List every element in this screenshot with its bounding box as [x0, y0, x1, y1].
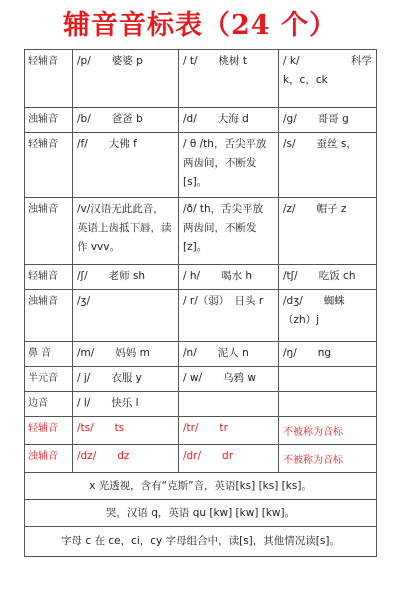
table-row: [25, 265, 377, 290]
cell: /d/ 大海 d: [179, 108, 279, 133]
cell: / w/ 乌鸦 w: [179, 367, 279, 392]
table-row: [25, 392, 377, 417]
cell: /f/ 大佛 f: [73, 133, 179, 198]
note-row: [25, 527, 377, 557]
consonant-table: [24, 49, 377, 557]
cell: /v/汉语无此此音，英语上齿抵下唇，读作 vvv。: [73, 198, 179, 265]
cell: /m/ 妈妈 m: [73, 342, 179, 367]
cell: /s/ 蚕丝 s，: [279, 133, 377, 198]
cell: /n/ 泥人 n: [179, 342, 279, 367]
table-row: [25, 198, 377, 265]
table-row: [25, 133, 377, 198]
row-label: 轻辅音: [25, 417, 73, 445]
cell: /dr/ dr: [179, 445, 279, 473]
cell: /ʒ/: [73, 290, 179, 342]
row-label: 浊辅音: [25, 198, 73, 265]
cell: / h/ 喝水 h: [179, 265, 279, 290]
cell: / r/（弱） 日头 r: [179, 290, 279, 342]
row-label: 浊辅音: [25, 108, 73, 133]
cell: / l/ 快乐 l: [73, 392, 179, 417]
row-label: 鼻 音: [25, 342, 73, 367]
note-row: [25, 500, 377, 527]
cell: / j/ 衣服 y: [73, 367, 179, 392]
cell: /ts/ ts: [73, 417, 179, 445]
cell-text: 科学: [351, 55, 372, 67]
cell-text: / θ /th，舌尖平放: [183, 138, 267, 150]
cell: [179, 198, 279, 265]
cell: / t/ 桃树 t: [179, 50, 279, 108]
cell-text: 两齿间，不断发[s]。: [183, 157, 257, 188]
row-label: 轻辅音: [25, 133, 73, 198]
cell: /g/ 哥哥 g: [279, 108, 377, 133]
table-row: [25, 445, 377, 473]
row-label: 浊辅音: [25, 445, 73, 473]
cell: [179, 133, 279, 198]
table-row: [25, 290, 377, 342]
cell: /dz/ dz: [73, 445, 179, 473]
cell: /z/ 帽子 z: [279, 198, 377, 265]
cell: [179, 392, 279, 417]
cell: /dʒ/ 蜘蛛（zh）j: [279, 290, 377, 342]
note-cell: 字母 c 在 ce，ci，cy 字母组合中，读[s]，其他情况读[s]。: [25, 527, 377, 557]
cell-text: /ð/ th，舌尖平放: [183, 203, 264, 215]
cell-text: k，c，ck: [283, 74, 328, 86]
note-cell: 哭，汉语 q，英语 qu [kw] [kw] [kw]。: [25, 500, 377, 527]
row-label: 轻辅音: [25, 265, 73, 290]
table-row: [25, 342, 377, 367]
page-title: 辅音音标表（24 个）: [63, 10, 337, 41]
table-row: [25, 50, 377, 108]
row-label: 半元音: [25, 367, 73, 392]
cell-text: 两齿间，不断发[z]。: [183, 222, 257, 253]
note-cell: x 光透视，含有“克斯”音，英语[ks] [ks] [ks]。: [25, 473, 377, 500]
cell: /p/ 婆婆 p: [73, 50, 179, 108]
cell: /b/ 爸爸 b: [73, 108, 179, 133]
cell: /tʃ/ 吃饭 ch: [279, 265, 377, 290]
row-label: 浊辅音: [25, 290, 73, 342]
row-label: 边音: [25, 392, 73, 417]
cell: /ŋ/ ng: [279, 342, 377, 367]
cell: [279, 50, 377, 108]
cell: [279, 367, 377, 392]
note-row: [25, 473, 377, 500]
table-row: [25, 417, 377, 445]
table-row: [25, 108, 377, 133]
row-label: 轻辅音: [25, 50, 73, 108]
cell: 不被称为音标: [279, 445, 377, 473]
cell-text: / k/: [283, 55, 300, 67]
cell: /tr/ tr: [179, 417, 279, 445]
cell: [279, 392, 377, 417]
cell: 不被称为音标: [279, 417, 377, 445]
cell: /ʃ/ 老师 sh: [73, 265, 179, 290]
table-row: [25, 367, 377, 392]
